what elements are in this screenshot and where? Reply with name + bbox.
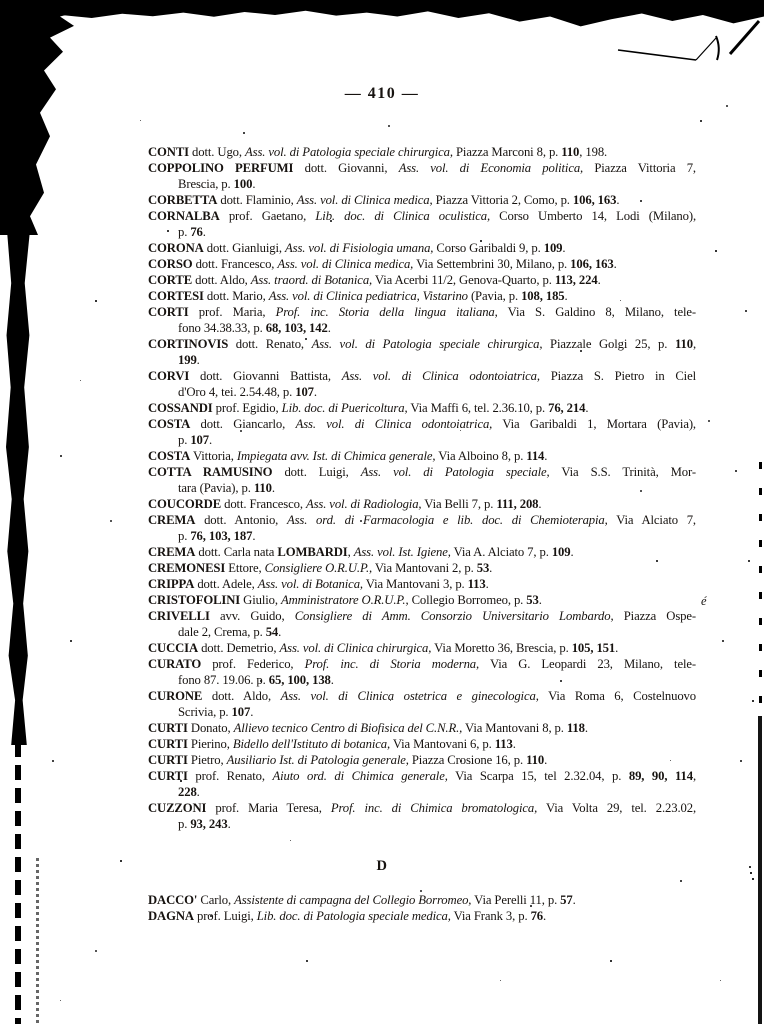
entry-role-italic: Ass. vol. Ist. Igiene, <box>353 545 451 559</box>
page-fold-mark <box>598 8 764 92</box>
entry-text: . <box>252 177 256 191</box>
entry-text: Carlo, <box>197 893 235 907</box>
directory-entry <box>148 768 696 800</box>
entry-bold-text: CORTINOVIS <box>148 337 229 351</box>
entry-text: Pierino, <box>187 737 233 751</box>
entry-bold-text: 65, 100, 138 <box>268 673 331 687</box>
entry-line <box>148 640 696 656</box>
entry-bold-text: 114 <box>526 449 545 463</box>
entry-bold-text: 113, 224 <box>554 273 598 287</box>
entry-text: avv. Guido, <box>209 609 295 623</box>
entry-text: Via Scarpa 15, tel 2.32.04, p. <box>447 769 629 783</box>
entry-text: Via Acerbi 11/2, Genova-Quarto, p. <box>372 273 555 287</box>
entry-text: . <box>616 193 620 207</box>
directory-entry <box>148 416 696 448</box>
entry-role-italic: Ass. ord. di Farmacologia e lib. doc. di Chemioterapia, <box>286 513 608 527</box>
directory-entry <box>148 496 696 512</box>
entry-bold-text: 109 <box>543 241 563 255</box>
entry-text: Ettore, <box>225 561 265 575</box>
entry-line <box>148 908 696 924</box>
entry-line <box>148 160 696 176</box>
entry-bold-text: 110 <box>561 145 580 159</box>
directory-entry <box>148 656 696 688</box>
entry-role-italic: Ass. vol. di Economia politica, <box>398 161 584 175</box>
entry-role-italic: Ass. vol. di Patologia speciale chirurgica, <box>311 337 543 351</box>
entry-bold-text: CURTI <box>148 769 188 783</box>
entry-text: . <box>538 593 542 607</box>
entry-text: Via Belli 7, p. <box>421 497 497 511</box>
directory-entry <box>148 448 696 464</box>
directory-entry <box>148 544 696 560</box>
scan-noise-dots-small <box>0 0 1 1</box>
entry-line <box>148 336 696 352</box>
entry-line <box>148 576 696 592</box>
entry-role-italic: Lib. doc. di Patologia speciale medica, <box>256 909 451 923</box>
directory-entry <box>148 592 696 608</box>
entry-line <box>148 448 696 464</box>
entry-text: . <box>196 785 200 799</box>
entry-bold-text: 53 <box>476 561 490 575</box>
directory-entry <box>148 720 696 736</box>
entry-bold-text: 110 <box>674 337 693 351</box>
entry-text: dale 2, Crema, p. <box>178 625 266 639</box>
entry-bold-text: CURONE <box>148 689 203 703</box>
entry-bold-text: 110 <box>253 481 272 495</box>
entry-bold-text: 109 <box>551 545 571 559</box>
entry-text: prof. Luigi, <box>193 909 257 923</box>
entry-text: p. <box>178 225 191 239</box>
entry-bold-text: CURTI <box>148 721 188 735</box>
entry-text: (Pavia, p. <box>467 289 522 303</box>
entry-text: . <box>562 241 566 255</box>
entry-text: , <box>692 769 696 783</box>
entry-line <box>148 288 696 304</box>
entry-text: Via Garibaldi 1, Mortara (Pavia), <box>492 417 696 431</box>
entry-line <box>148 144 696 160</box>
entry-line <box>148 192 696 208</box>
entry-text: dott. Demetrio, <box>198 641 280 655</box>
entry-bold-text: CREMA <box>148 513 196 527</box>
directory-entry <box>148 464 696 496</box>
entry-role-italic: Ass. vol. di Patologia speciale, <box>360 465 550 479</box>
entry-line <box>148 720 696 736</box>
page-right-edge-dashes <box>759 462 762 722</box>
entry-role-italic: Ass. traord. di Botanica, <box>250 273 373 287</box>
entry-text: Scrivia, p. <box>178 705 232 719</box>
entry-line <box>148 240 696 256</box>
entry-text: . <box>613 257 617 271</box>
entry-bold-text: COUCORDE <box>148 497 222 511</box>
entry-text: dott. Carla nata <box>195 545 278 559</box>
entry-bold-text: 106, 163 <box>570 257 614 271</box>
entry-bold-text: CORNALBA <box>148 209 220 223</box>
entry-text: dott. Aldo, <box>192 273 251 287</box>
entry-bold-text: COSTA <box>148 449 191 463</box>
entry-line <box>148 704 696 720</box>
entry-text: Piazza Vittoria 2, Como, p. <box>432 193 573 207</box>
entry-text: . <box>485 577 489 591</box>
entry-line <box>148 816 696 832</box>
entry-bold-text: COTTA RAMUSINO <box>148 465 273 479</box>
entry-text: Via Perelli 11, p. <box>471 893 561 907</box>
entry-text: Piazza S. Pietro in Ciel <box>539 369 696 383</box>
entry-role-italic: Prof. inc. di Chimica bromatologica, <box>330 801 538 815</box>
directory-entry <box>148 400 696 416</box>
entry-text: dott. Gianluigi, <box>203 241 286 255</box>
entry-text: . <box>543 909 547 923</box>
entry-text: p. <box>178 529 191 543</box>
entry-text: Corso Garibaldi 9, p. <box>433 241 544 255</box>
entry-text: , <box>347 545 354 559</box>
entry-text: Via Frank 3, p. <box>450 909 531 923</box>
directory-entry <box>148 272 696 288</box>
entry-bold-text: 54 <box>265 625 279 639</box>
entry-text: Via Maffi 6, tel. 2.36.10, p. <box>407 401 549 415</box>
entry-line <box>148 560 696 576</box>
entry-bold-text: CUCCIA <box>148 641 199 655</box>
entry-role-italic: Prof. inc. Storia della lingua italiana, <box>275 305 498 319</box>
entry-bold-text: CORBETTA <box>148 193 218 207</box>
entry-text: Via S. Galdino 8, Milano, tele- <box>497 305 696 319</box>
entry-line <box>148 208 696 224</box>
directory-entry <box>148 576 696 592</box>
entry-bold-text: CURTI <box>148 753 188 767</box>
entry-line <box>148 464 696 480</box>
entry-bold-text: 199 <box>178 353 197 367</box>
entry-role-italic: Allievo tecnico Centro di Biofisica del C.N.R., <box>233 721 463 735</box>
entry-line <box>148 368 696 384</box>
directory-entry <box>148 688 696 720</box>
entry-text: Via Settembrini 30, Milano, p. <box>413 257 571 271</box>
entry-text: , 198. <box>579 145 608 159</box>
entry-line <box>148 512 696 528</box>
entry-bold-text: 76 <box>530 909 544 923</box>
entry-line <box>148 624 696 640</box>
entry-text: Pietro, <box>187 753 227 767</box>
directory-entry <box>148 144 696 160</box>
entry-text: Via Alciato 7, <box>607 513 696 527</box>
entry-text: . <box>313 385 317 399</box>
entry-text: dott. Giovanni, <box>293 161 399 175</box>
entry-bold-text: 107 <box>190 433 209 447</box>
entry-bold-text: CURATO <box>148 657 202 671</box>
entry-text: dott. Giovanni Battista, <box>189 369 342 383</box>
entry-role-italic: Ass. vol. di Clinica pediatrica, Vistarino <box>268 289 468 303</box>
entry-text: p. <box>178 817 191 831</box>
entry-bold-text: 118 <box>566 721 585 735</box>
directory-entry <box>148 336 696 368</box>
entry-text: Piazzale Golgi 25, p. <box>542 337 675 351</box>
entry-bold-text: 110 <box>526 753 545 767</box>
directory-entry <box>148 288 696 304</box>
entry-bold-text: CONTI <box>148 145 189 159</box>
entry-role-italic: Assistente di campagna del Collegio Borromeo, <box>234 893 472 907</box>
entry-text: dott. Antonio, <box>195 513 287 527</box>
entry-text: . <box>250 705 254 719</box>
entry-text: Via S.S. Trinità, Mor- <box>549 465 696 479</box>
entry-text: . <box>538 497 542 511</box>
entry-role-italic: Impiegata avv. Ist. di Chimica generale, <box>236 449 436 463</box>
directory-entry <box>148 908 696 924</box>
entry-role-italic: Ass. vol. di Botanica, <box>257 577 363 591</box>
entry-bold-text: 89, 90, 114 <box>628 769 693 783</box>
directory-entry <box>148 208 696 240</box>
entry-bold-text: 68, 103, 142 <box>265 321 328 335</box>
entry-text: dott. Renato, <box>228 337 312 351</box>
directory-entry <box>148 368 696 400</box>
entry-line <box>148 688 696 704</box>
entry-text: . <box>278 625 282 639</box>
entry-line <box>148 176 696 192</box>
entry-text: Via Mantovani 3, p. <box>362 577 468 591</box>
entry-line <box>148 784 696 800</box>
entry-role-italic: Ass. vol. di Clinica chirurgica, <box>279 641 432 655</box>
entry-line <box>148 656 696 672</box>
entry-text: . <box>252 529 256 543</box>
entry-text: . <box>615 641 619 655</box>
entry-bold-text: CRIVELLI <box>148 609 210 623</box>
entry-bold-text: LOMBARDI <box>277 545 348 559</box>
entry-line <box>148 384 696 400</box>
entry-text: dott. Francesco, <box>192 257 278 271</box>
entry-role-italic: Ausiliario Ist. di Patologia generale, <box>226 753 409 767</box>
entry-role-italic: Ass. vol. di Fisiologia umana, <box>285 241 434 255</box>
entry-line <box>148 892 696 908</box>
entry-text: dott. Adele, <box>194 577 258 591</box>
directory-section-c <box>148 144 696 832</box>
directory-entry <box>148 240 696 256</box>
entry-bold-text: COSSANDI <box>148 401 213 415</box>
entry-bold-text: CORTESI <box>148 289 204 303</box>
entry-text: dott. Mario, <box>203 289 269 303</box>
entry-bold-text: CRISTOFOLINI <box>148 593 241 607</box>
directory-entry <box>148 560 696 576</box>
entry-text: Via Volta 29, tel. 2.23.02, <box>537 801 696 815</box>
entry-role-italic: Aiuto ord. di Chimica generale, <box>272 769 448 783</box>
entry-bold-text: CURTI <box>148 737 188 751</box>
entry-text: . <box>512 737 516 751</box>
entry-line <box>148 272 696 288</box>
entry-text: prof. Egidio, <box>212 401 282 415</box>
entry-text: Donato, <box>187 721 234 735</box>
entry-text: . <box>584 721 588 735</box>
entry-text: fono 87. 19.06. p. <box>178 673 269 687</box>
entry-text: Via G. Leopardi 23, Milano, tele- <box>479 657 696 671</box>
entry-line <box>148 480 696 496</box>
entry-text: dott. Luigi, <box>272 465 361 479</box>
entry-line <box>148 528 696 544</box>
entry-text: dott. Ugo, <box>189 145 246 159</box>
entry-text: dott. Giancarlo, <box>190 417 296 431</box>
entry-line <box>148 800 696 816</box>
entry-line <box>148 432 696 448</box>
entry-text: . <box>271 481 275 495</box>
directory-entry <box>148 192 696 208</box>
entry-line <box>148 256 696 272</box>
entry-bold-text: CRIPPA <box>148 577 195 591</box>
entry-text: , <box>692 337 696 351</box>
binding-edge-lower-artifact <box>15 742 21 1024</box>
entry-text: prof. Maria, <box>188 305 276 319</box>
entry-bold-text: CORTI <box>148 305 189 319</box>
entry-text: . <box>544 753 548 767</box>
entry-line <box>148 320 696 336</box>
entry-bold-text: CUZZONI <box>148 801 207 815</box>
page-number: — 410 — <box>344 85 420 102</box>
entry-bold-text: 100 <box>233 177 253 191</box>
entry-bold-text: CREMA <box>148 545 196 559</box>
entry-bold-text: COSTA <box>148 417 191 431</box>
entry-bold-text: DAGNA <box>148 909 194 923</box>
entry-text: fono 34.38.33, p. <box>178 321 266 335</box>
entry-role-italic: Ass. vol. di Clinica odontoiatrica, <box>341 369 540 383</box>
directory-entry <box>148 304 696 336</box>
entry-text: . <box>570 545 574 559</box>
directory-entry <box>148 256 696 272</box>
entry-text: . <box>585 401 589 415</box>
entry-text: Via Moretto 36, Brescia, p. <box>431 641 572 655</box>
entry-text: Via Roma 6, Costelnuovo <box>538 689 696 703</box>
entry-line <box>148 544 696 560</box>
entry-text: . <box>196 353 200 367</box>
entry-text: prof. Federico, <box>201 657 305 671</box>
entry-text: Via Mantovani 2, p. <box>372 561 477 575</box>
entry-bold-text: 113 <box>467 577 486 591</box>
directory-entry <box>148 608 696 640</box>
entry-text: dott. Francesco, <box>221 497 306 511</box>
entry-text: . <box>327 321 331 335</box>
entry-bold-text: 93, 243 <box>190 817 228 831</box>
entry-bold-text: 113 <box>494 737 513 751</box>
entry-text: dott. Aldo, <box>202 689 281 703</box>
directory-entry <box>148 640 696 656</box>
entry-text: Brescia, p. <box>178 177 234 191</box>
entry-bold-text: 111, 208 <box>496 497 539 511</box>
entry-line <box>148 416 696 432</box>
entry-bold-text: 106, 163 <box>572 193 617 207</box>
entry-text: p. <box>178 433 191 447</box>
entry-line <box>148 752 696 768</box>
entry-text: . <box>202 225 206 239</box>
directory-section-d <box>148 892 696 924</box>
entry-role-italic: Consigliere di Amm. Consorzio Universitario Lombardo, <box>294 609 614 623</box>
entry-role-italic: Prof. inc. di Storia moderna, <box>304 657 480 671</box>
entry-text: Piazza Vittoria 7, <box>583 161 696 175</box>
entry-line <box>148 224 696 240</box>
entry-role-italic: Lib. doc. di Clinica oculistica, <box>315 209 490 223</box>
section-header-d: D <box>376 858 388 874</box>
entry-bold-text: DACCO' <box>148 893 198 907</box>
entry-text: d'Oro 4, tei. 2.54.48, p. <box>178 385 296 399</box>
entry-role-italic: Ass. vol. di Clinica ostetrica e ginecologica, <box>280 689 539 703</box>
entry-text: . <box>330 673 334 687</box>
entry-text: Via Mantovani 6, p. <box>390 737 495 751</box>
directory-entry <box>148 736 696 752</box>
entry-text: Giulio, <box>240 593 281 607</box>
entry-text: Piazza Ospe- <box>613 609 696 623</box>
entry-text: Piazza Crosione 16, p. <box>408 753 527 767</box>
entry-bold-text: CORTE <box>148 273 193 287</box>
entry-line <box>148 304 696 320</box>
entry-bold-text: COPPOLINO PERFUMI <box>148 161 294 175</box>
entry-role-italic: Lib. doc. di Puericoltura, <box>281 401 408 415</box>
directory-entry <box>148 892 696 908</box>
entry-line <box>148 672 696 688</box>
entry-bold-text: 76, 103, 187 <box>190 529 253 543</box>
entry-role-italic: Ass. vol. di Clinica medica, <box>277 257 414 271</box>
entry-text: prof. Gaetano, <box>219 209 316 223</box>
entry-role-italic: Consigliere O.R.U.P., <box>264 561 373 575</box>
entry-line <box>148 608 696 624</box>
entry-role-italic: Bidello dell'Istituto di botanica, <box>232 737 391 751</box>
entry-text: Piazza Marconi 8, p. <box>452 145 562 159</box>
entry-text: . <box>489 561 493 575</box>
entry-text: Via Mantovani 8, p. <box>462 721 567 735</box>
entry-text: . <box>564 289 568 303</box>
binding-noise-column <box>36 858 39 1024</box>
entry-role-italic: Ass. vol. di Patologia speciale chirurgica, <box>245 145 453 159</box>
entry-text: Collegio Borromeo, p. <box>408 593 527 607</box>
entry-line <box>148 592 696 608</box>
entry-text: prof. Maria Teresa, <box>206 801 331 815</box>
entry-line <box>148 736 696 752</box>
directory-entry <box>148 512 696 544</box>
entry-text: dott. Flaminio, <box>217 193 297 207</box>
entry-bold-text: 105, 151 <box>571 641 616 655</box>
entry-bold-text: CORVI <box>148 369 190 383</box>
entry-line <box>148 768 696 784</box>
entry-role-italic: Ass. vol. di Clinica medica, <box>296 193 433 207</box>
entry-bold-text: 53 <box>526 593 539 607</box>
entry-text: Vittoria, <box>190 449 237 463</box>
entry-line <box>148 352 696 368</box>
entry-role-italic: Ass. vol. di Clinica odontoiatrica, <box>295 417 493 431</box>
entry-text: prof. Renato, <box>187 769 273 783</box>
entry-bold-text: 107 <box>231 705 251 719</box>
entry-bold-text: 228 <box>178 785 197 799</box>
entry-text: Via Alboino 8, p. <box>435 449 527 463</box>
entry-bold-text: 76 <box>190 225 203 239</box>
entry-text: . <box>227 817 231 831</box>
entry-bold-text: 107 <box>295 385 314 399</box>
entry-text: . <box>209 433 213 447</box>
directory-entry <box>148 800 696 832</box>
directory-entry <box>148 752 696 768</box>
entry-bold-text: CORONA <box>148 241 204 255</box>
entry-bold-text: 108, 185 <box>521 289 565 303</box>
entry-bold-text: 76, 214 <box>548 401 586 415</box>
entry-bold-text: CORSO <box>148 257 193 271</box>
stray-ink-mark: é <box>701 594 707 608</box>
entry-role-italic: Amministratore O.R.U.P., <box>280 593 409 607</box>
entry-text: . <box>597 273 601 287</box>
entry-bold-text: 57 <box>560 893 573 907</box>
entry-text: . <box>572 893 576 907</box>
entry-bold-text: CREMONESI <box>148 561 226 575</box>
entry-text: . <box>544 449 548 463</box>
directory-entry <box>148 160 696 192</box>
entry-line <box>148 496 696 512</box>
entry-line <box>148 400 696 416</box>
entry-role-italic: Ass. vol. di Radiologia, <box>305 497 422 511</box>
entry-text: Corso Umberto 14, Lodi (Milano), <box>490 209 696 223</box>
entry-text: tara (Pavia), p. <box>178 481 254 495</box>
entry-text: Via A. Alciato 7, p. <box>450 545 552 559</box>
